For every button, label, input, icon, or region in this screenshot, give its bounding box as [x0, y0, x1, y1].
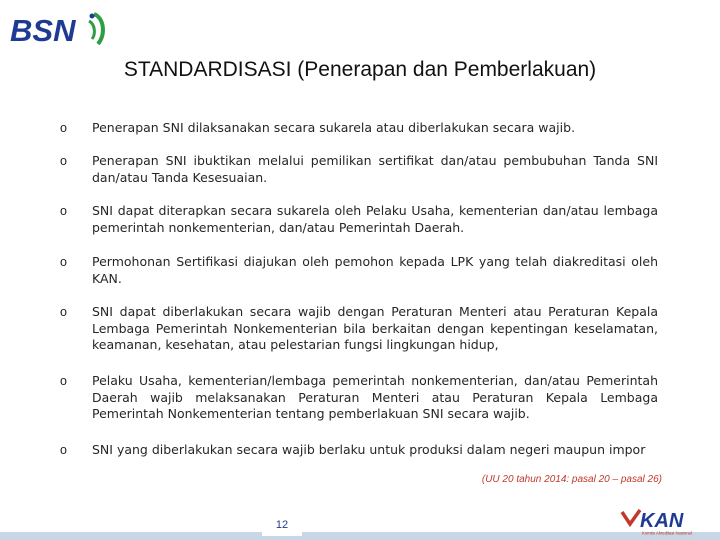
page-title: STANDARDISASI (Penerapan dan Pemberlakuan): [123, 58, 597, 81]
list-item-text: Permohonan Sertifikasi diajukan oleh pemohon kepada LPK yang telah diakreditasi oleh KAN.: [92, 254, 658, 286]
bullet-marker: o: [60, 443, 67, 457]
bullet-marker: o: [60, 305, 67, 319]
bsn-logo-text: BSN: [10, 13, 76, 48]
bsn-logo: [8, 8, 112, 48]
list-item-text: Penerapan SNI ibuktikan melalui pemilikan sertifikat dan/atau pembubuhan Tanda SNI dan/atau Tanda Kesesuaian.: [92, 153, 658, 185]
list-item-text: SNI dapat diterapkan secara sukarela oleh Pelaku Usaha, kementerian dan/atau lembaga pemerintah nonkementerian, dan/atau Pemerintah Daerah.: [92, 203, 658, 235]
kan-logo: [620, 506, 706, 536]
kan-logo-text: KAN: [640, 510, 684, 532]
list-item-text: SNI dapat diberlakukan secara wajib dengan Peraturan Menteri atau Peraturan Kepala Lembaga Pemerintah Nonkementerian bila berkaitan dengan kepentingan keselamatan, keamanan, kesehatan, atau pelestarian fungsi lingkungan hidup,: [92, 304, 658, 352]
list-item-text: Pelaku Usaha, kementerian/lembaga pemerintah nonkementerian, dan/atau Pemerintah Daerah wajib melaksanakan Peraturan Menteri atau Peraturan Kepala Lembaga Pemerintah Nonkementerian tentang pemberlakuan SNI secara wajib.: [92, 373, 658, 421]
footer-bar: [0, 532, 720, 540]
bullet-marker: o: [60, 374, 67, 388]
bullet-marker: o: [60, 121, 67, 135]
list-item-text: Penerapan SNI dilaksanakan secara sukarela atau diberlakukan secara wajib.: [92, 120, 576, 135]
bullet-marker: o: [60, 255, 67, 269]
kan-logo-tagline: Komite Akreditasi Nasional: [642, 530, 692, 536]
bullet-marker: o: [60, 154, 67, 168]
page-number: 12: [262, 514, 302, 536]
list-item-text: SNI yang diberlakukan secara wajib berlaku untuk produksi dalam negeri maupun impor: [92, 442, 646, 457]
legal-citation: (UU 20 tahun 2014: pasal 20 – pasal 26): [481, 474, 662, 485]
bullet-marker: o: [60, 204, 67, 218]
